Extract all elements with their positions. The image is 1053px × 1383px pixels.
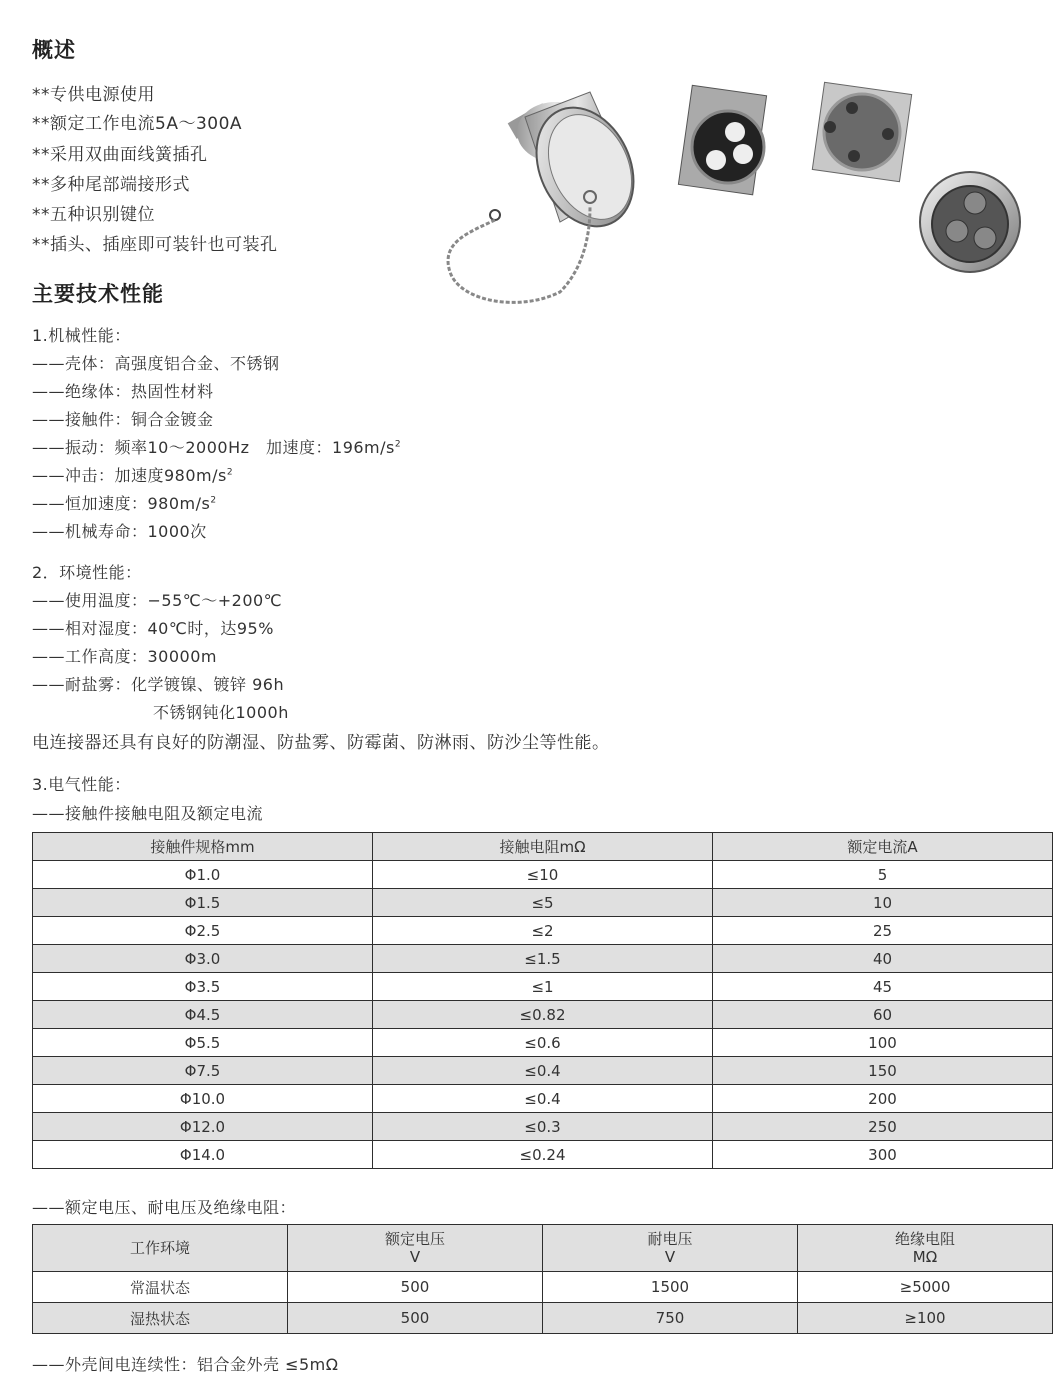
mechanical-line-wrap bbox=[32, 491, 217, 514]
table-cell: ≤0.6 bbox=[373, 1029, 713, 1057]
table-row bbox=[33, 889, 1053, 917]
header-line: 工作环境 bbox=[129, 1239, 190, 1257]
column-header: 接触电阻mΩ bbox=[373, 833, 713, 861]
table-cell: 750 bbox=[543, 1303, 798, 1334]
table-row bbox=[33, 1001, 1053, 1029]
electrical-subheading: ——额定电压、耐电压及绝缘电阻： bbox=[32, 1198, 297, 1217]
column-header: 额定电流A bbox=[713, 833, 1053, 861]
mechanical-line: ——恒加速度：980m/s bbox=[32, 494, 211, 513]
voltage-insulation-table bbox=[32, 1224, 1053, 1334]
column-header bbox=[798, 1225, 1053, 1272]
mechanical-line: ——接触件：铜合金镀金 bbox=[32, 410, 214, 429]
table-header-row bbox=[33, 1225, 1053, 1272]
table-cell: 10 bbox=[713, 889, 1053, 917]
mechanical-line: ——壳体：高强度铝合金、不锈钢 bbox=[32, 354, 280, 373]
table-cell: 45 bbox=[713, 973, 1053, 1001]
shell-continuity: ——外壳间电连续性：铝合金外壳 ≤5mΩ bbox=[32, 1355, 339, 1374]
overview-item: **五种识别键位 bbox=[32, 205, 155, 225]
table-row bbox=[33, 945, 1053, 973]
table-header-row bbox=[33, 833, 1053, 861]
overview-item: **插头、插座即可装针也可装孔 bbox=[32, 235, 278, 255]
table-cell: 1500 bbox=[543, 1272, 798, 1303]
table-cell: ≤0.24 bbox=[373, 1141, 713, 1169]
table-cell: Φ7.5 bbox=[33, 1057, 373, 1085]
table-cell: ≤1 bbox=[373, 973, 713, 1001]
mechanical-heading: 1.机械性能： bbox=[32, 326, 131, 345]
table-cell: 40 bbox=[713, 945, 1053, 973]
table-cell: ≤0.4 bbox=[373, 1057, 713, 1085]
table-cell: ≥5000 bbox=[798, 1272, 1053, 1303]
square-receptacle-4-pin-icon bbox=[812, 82, 911, 181]
mechanical-line: ——机械寿命：1000次 bbox=[32, 522, 207, 541]
table-cell: 300 bbox=[713, 1141, 1053, 1169]
table-row bbox=[33, 1085, 1053, 1113]
overview-item: **采用双曲面线簧插孔 bbox=[32, 145, 208, 165]
superscript: 2 bbox=[226, 467, 234, 478]
table-cell: Φ3.0 bbox=[33, 945, 373, 973]
table-cell: 500 bbox=[288, 1303, 543, 1334]
environmental-line: 不锈钢钝化1000h bbox=[153, 703, 289, 722]
table-cell: 湿热状态 bbox=[33, 1303, 288, 1334]
environmental-heading: 2．环境性能： bbox=[32, 563, 142, 582]
round-receptacle-3-pin-icon bbox=[920, 172, 1020, 272]
table-cell: Φ2.5 bbox=[33, 917, 373, 945]
table-row bbox=[33, 861, 1053, 889]
table-cell: 25 bbox=[713, 917, 1053, 945]
column-header bbox=[33, 1225, 288, 1272]
table-cell: Φ5.5 bbox=[33, 1029, 373, 1057]
header-line: 耐电压 bbox=[647, 1230, 693, 1248]
table-cell: Φ3.5 bbox=[33, 973, 373, 1001]
table-row bbox=[33, 917, 1053, 945]
table-cell: ≤2 bbox=[373, 917, 713, 945]
mechanical-line-wrap bbox=[32, 463, 233, 486]
plug-with-cap-icon bbox=[448, 92, 652, 303]
mechanical-line-wrap bbox=[32, 435, 401, 458]
table-cell: 常温状态 bbox=[33, 1272, 288, 1303]
table-row bbox=[33, 1303, 1053, 1334]
contact-resistance-table bbox=[32, 832, 1053, 1169]
table-row bbox=[33, 1113, 1053, 1141]
overview-item: **多种尾部端接形式 bbox=[32, 175, 190, 195]
table-cell: 60 bbox=[713, 1001, 1053, 1029]
table-cell: ≤1.5 bbox=[373, 945, 713, 973]
mechanical-line: ——振动：频率10～2000Hz 加速度：196m/s bbox=[32, 438, 395, 457]
header-line: 绝缘电阻 bbox=[894, 1230, 955, 1248]
header-unit: V bbox=[409, 1248, 421, 1266]
header-unit: MΩ bbox=[912, 1248, 938, 1266]
electrical-heading: 3.电气性能： bbox=[32, 775, 131, 794]
table-cell: ≤0.82 bbox=[373, 1001, 713, 1029]
overview-title: 概述 bbox=[32, 38, 76, 62]
electrical-subheading: ——接触件接触电阻及额定电流 bbox=[32, 804, 264, 823]
table-cell: 250 bbox=[713, 1113, 1053, 1141]
table-row bbox=[33, 973, 1053, 1001]
column-header: 接触件规格mm bbox=[33, 833, 373, 861]
table-cell: 100 bbox=[713, 1029, 1053, 1057]
mechanical-line: ——冲击：加速度980m/s bbox=[32, 466, 227, 485]
table-row bbox=[33, 1272, 1053, 1303]
table-cell: 5 bbox=[713, 861, 1053, 889]
table-row bbox=[33, 1057, 1053, 1085]
table-cell: ≤0.3 bbox=[373, 1113, 713, 1141]
environmental-line: ——相对湿度：40℃时，达95% bbox=[32, 619, 274, 638]
table-cell: Φ4.5 bbox=[33, 1001, 373, 1029]
table-cell: Φ12.0 bbox=[33, 1113, 373, 1141]
table-cell: 500 bbox=[288, 1272, 543, 1303]
header-unit: V bbox=[664, 1248, 676, 1266]
column-header bbox=[543, 1225, 798, 1272]
environmental-line: ——使用温度：−55℃～+200℃ bbox=[32, 591, 283, 610]
table-cell: ≤5 bbox=[373, 889, 713, 917]
header-line: 额定电压 bbox=[384, 1230, 445, 1248]
column-header bbox=[288, 1225, 543, 1272]
overview-item: **额定工作电流5A～300A bbox=[32, 114, 243, 134]
table-cell: ≤10 bbox=[373, 861, 713, 889]
table-cell: 150 bbox=[713, 1057, 1053, 1085]
specs-title: 主要技术性能 bbox=[32, 282, 164, 306]
superscript: 2 bbox=[394, 439, 402, 450]
connector-photo-image bbox=[440, 72, 1053, 320]
table-row bbox=[33, 1141, 1053, 1169]
superscript: 2 bbox=[210, 495, 217, 506]
table-cell: 200 bbox=[713, 1085, 1053, 1113]
overview-item: **专供电源使用 bbox=[32, 85, 155, 105]
environmental-line: ——耐盐雾：化学镀镍、镀锌 96h bbox=[32, 675, 285, 694]
table-cell: Φ10.0 bbox=[33, 1085, 373, 1113]
table-row bbox=[33, 1029, 1053, 1057]
environmental-note: 电连接器还具有良好的防潮湿、防盐雾、防霉菌、防淋雨、防沙尘等性能。 bbox=[32, 733, 610, 753]
table-cell: ≤0.4 bbox=[373, 1085, 713, 1113]
environmental-line: ——工作高度：30000m bbox=[32, 647, 217, 666]
table-cell: Φ1.5 bbox=[33, 889, 373, 917]
mechanical-line: ——绝缘体：热固性材料 bbox=[32, 382, 214, 401]
product-photos bbox=[440, 72, 1053, 320]
square-receptacle-3-hole-icon bbox=[678, 85, 766, 194]
table-cell: Φ1.0 bbox=[33, 861, 373, 889]
table-cell: ≥100 bbox=[798, 1303, 1053, 1334]
table-cell: Φ14.0 bbox=[33, 1141, 373, 1169]
